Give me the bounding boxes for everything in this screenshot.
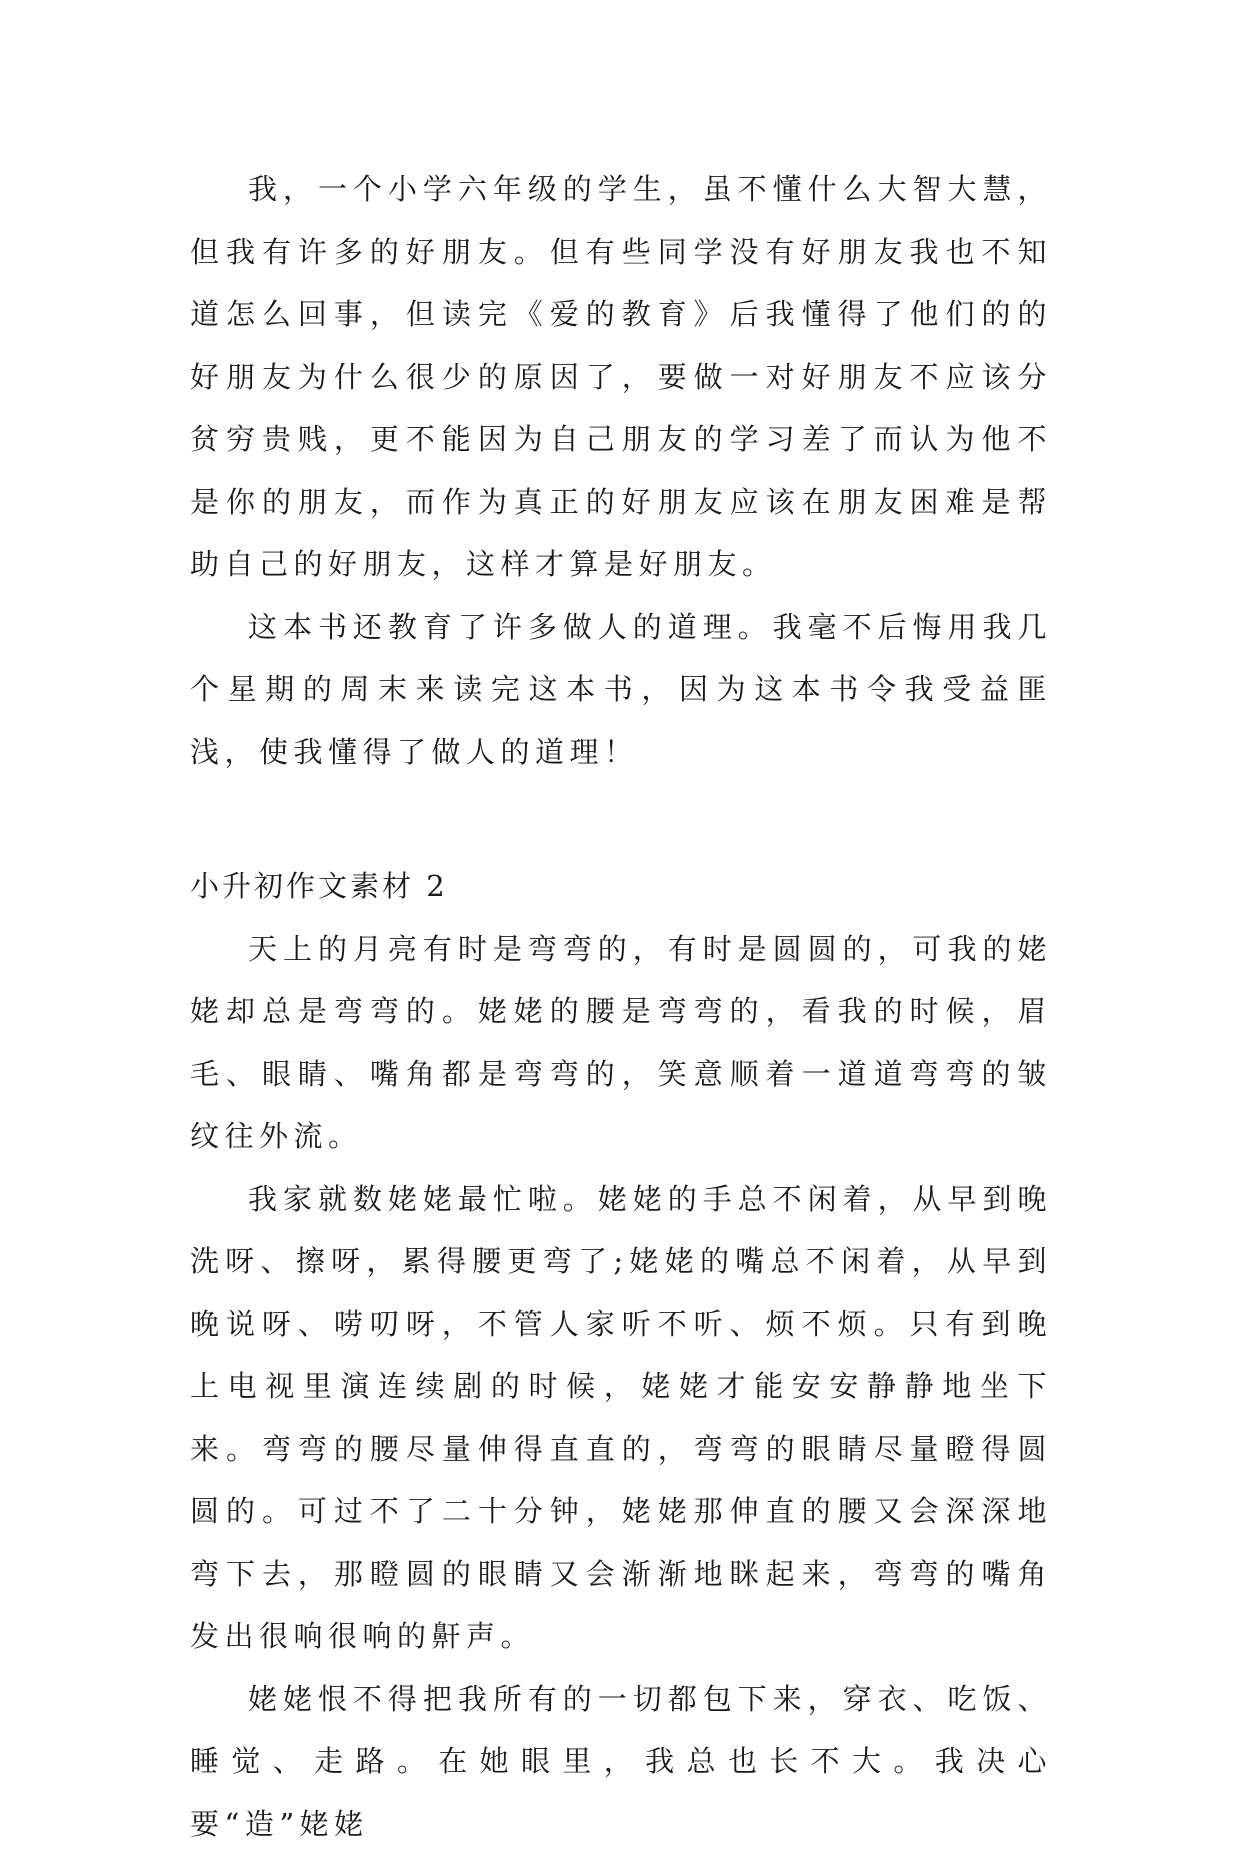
document-body [190, 158, 1052, 1855]
paragraph-book-lessons: 这本书还教育了许多做人的道理。我毫不后悔用我几个星期的周末来读完这本书，因为这本书令我受益匪浅，使我懂得了做人的道理！ [190, 596, 1052, 784]
paragraph-moon-grandma: 天上的月亮有时是弯弯的，有时是圆圆的，可我的姥姥却总是弯弯的。姥姥的腰是弯弯的，看我的时候，眉毛、眼睛、嘴角都是弯弯的，笑意顺着一道道弯弯的皱纹往外流。 [190, 918, 1052, 1168]
paragraph-grandma-care: 姥姥恨不得把我所有的一切都包下来，穿衣、吃饭、睡觉、走路。在她眼里，我总也长不大。我决心要“造”姥姥 [190, 1668, 1052, 1855]
section-heading: 小升初作文素材 2 [190, 855, 1052, 918]
paragraph-friends: 我，一个小学六年级的学生，虽不懂什么大智大慧，但我有许多的好朋友。但有些同学没有好朋友我也不知道怎么回事，但读完《爱的教育》后我懂得了他们的的好朋友为什么很少的原因了，要做一对好朋友不应该分贫穷贵贱，更不能因为自己朋友的学习差了而认为他不是你的朋友，而作为真正的好朋友应该在朋友困难是帮助自己的好朋友，这样才算是好朋友。 [190, 158, 1052, 596]
paragraph-busy-grandma: 我家就数姥姥最忙啦。姥姥的手总不闲着，从早到晚洗呀、擦呀，累得腰更弯了;姥姥的嘴总不闲着，从早到晚说呀、唠叨呀，不管人家听不听、烦不烦。只有到晚上电视里演连续剧的时候，姥姥才能安安静静地坐下来。弯弯的腰尽量伸得直直的，弯弯的眼睛尽量瞪得圆圆的。可过不了二十分钟，姥姥那伸直的腰又会深深地弯下去，那瞪圆的眼睛又会渐渐地眯起来，弯弯的嘴角发出很响很响的鼾声。 [190, 1168, 1052, 1668]
